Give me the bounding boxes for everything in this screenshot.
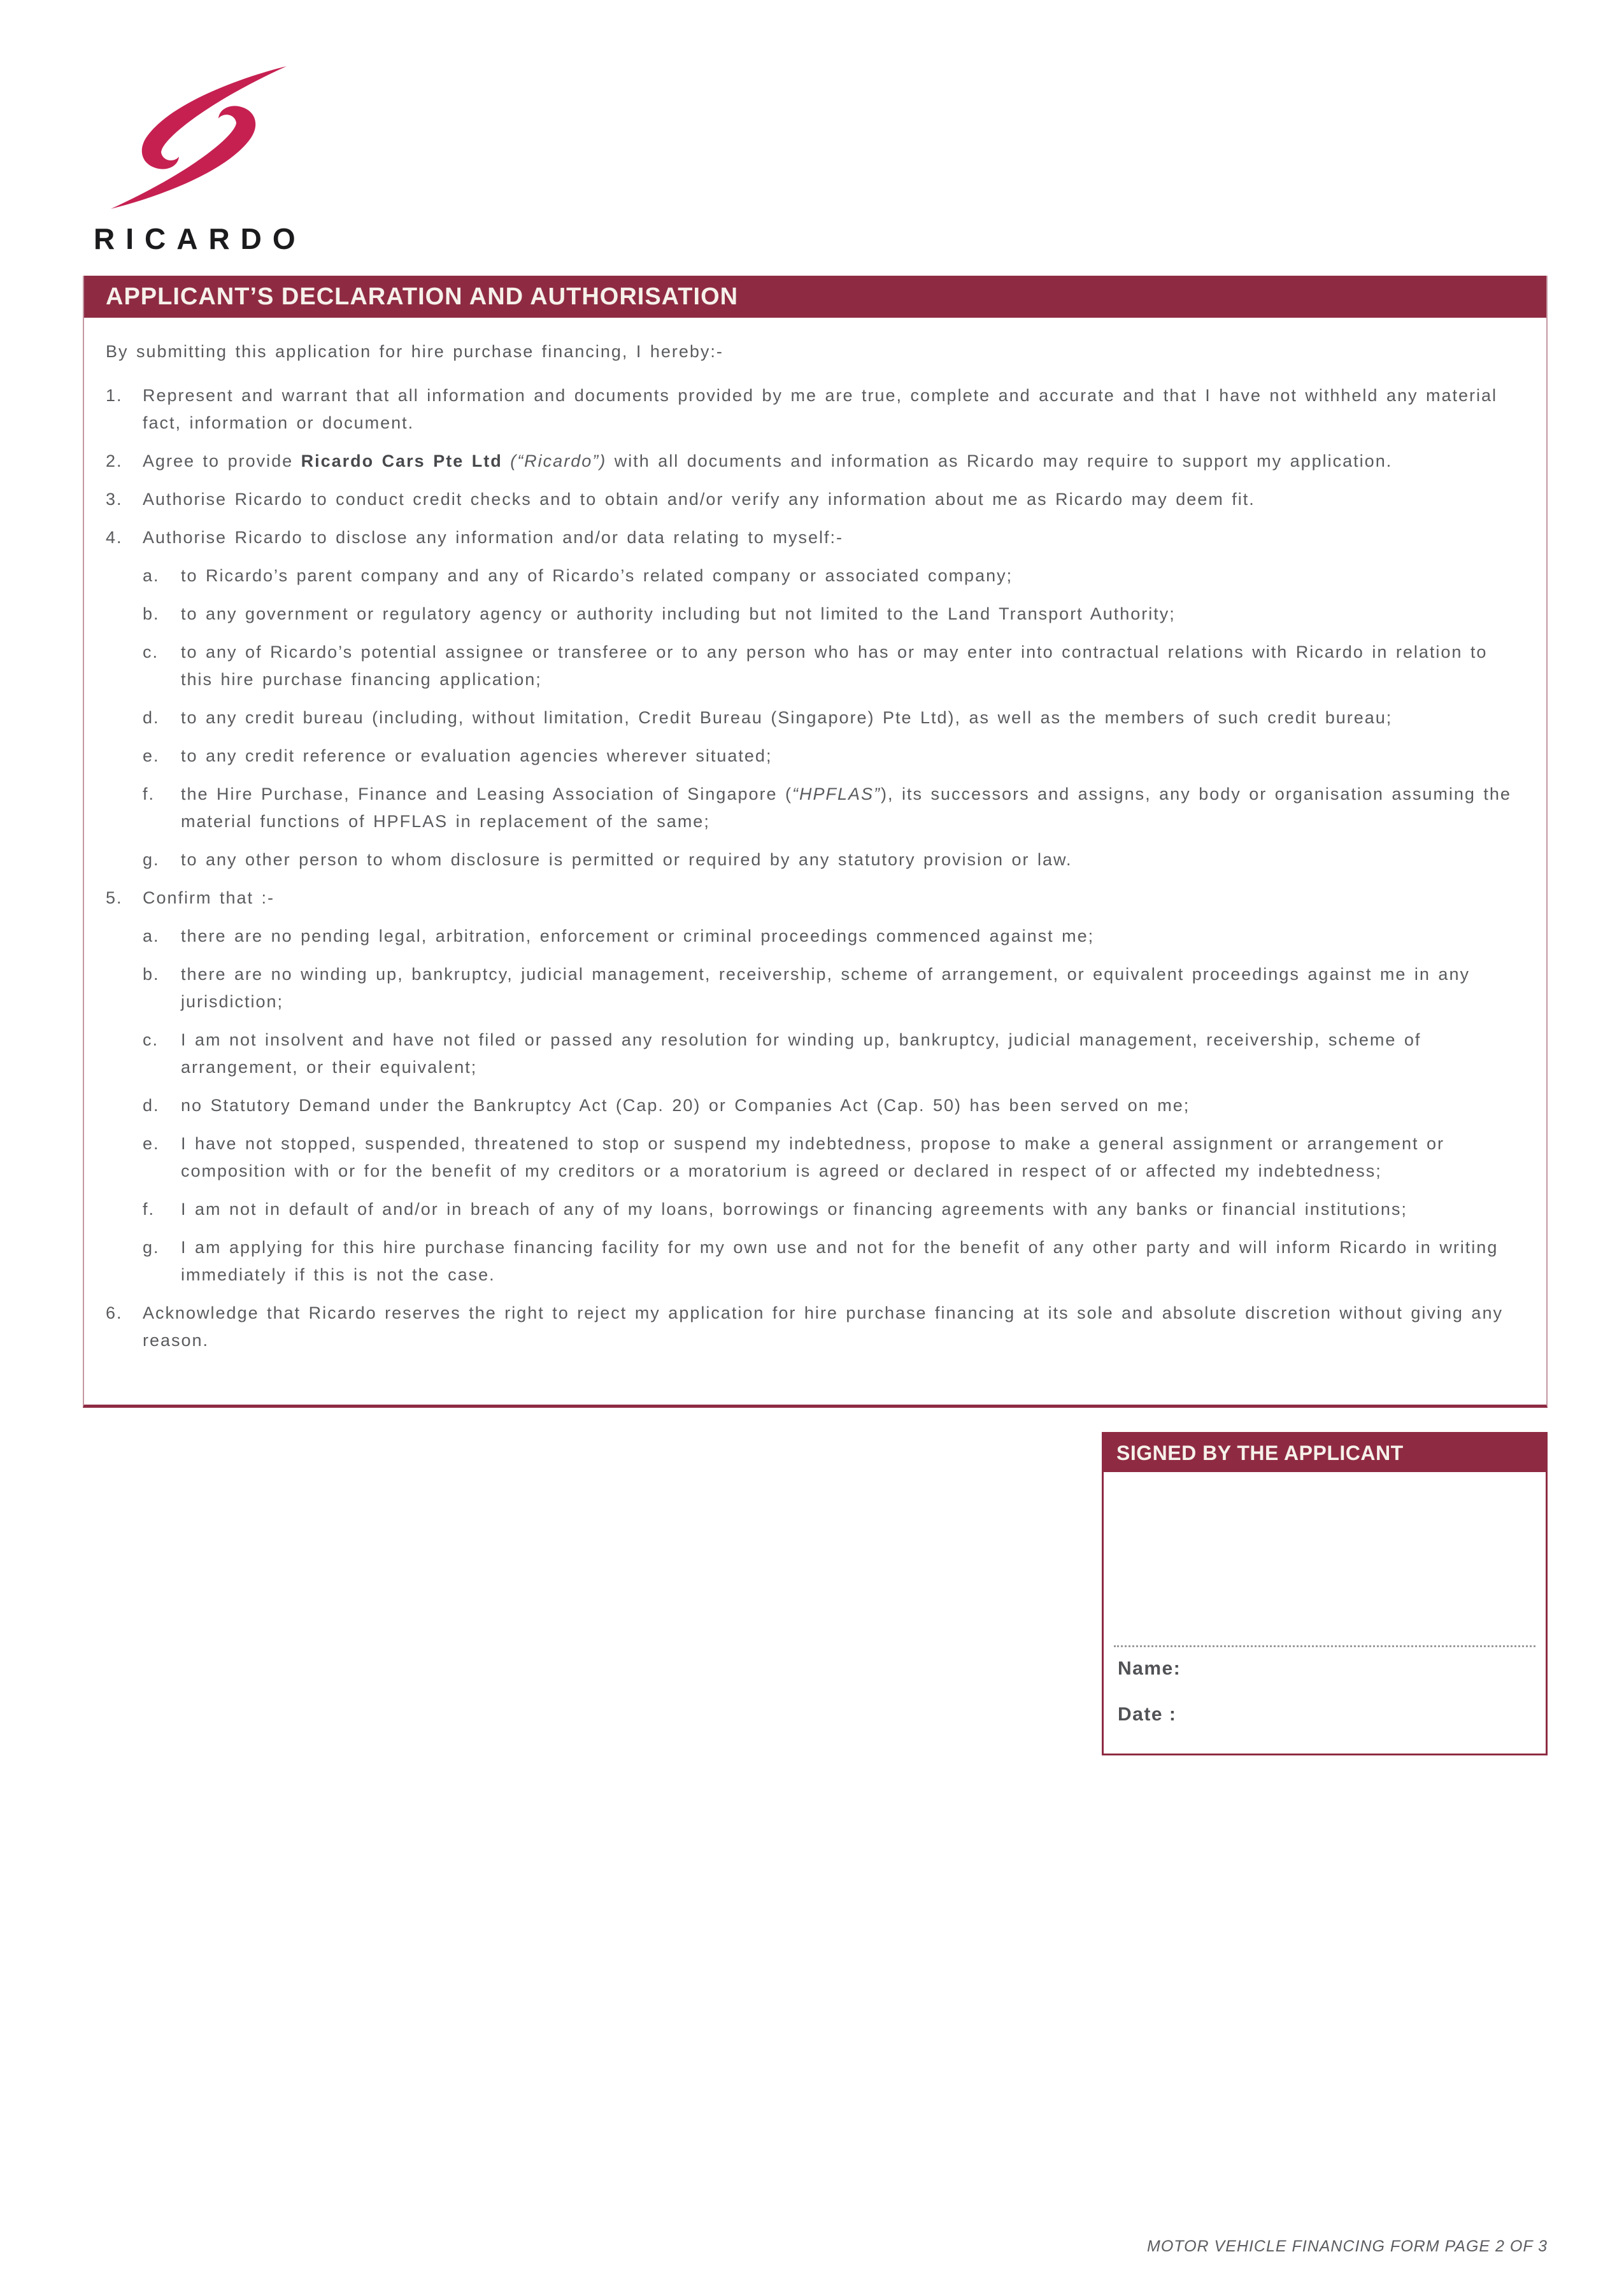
subitem-text [181, 1196, 1522, 1223]
declaration-subitem [143, 704, 1522, 732]
signature-dotted-line [1114, 1645, 1535, 1647]
subitem-text [181, 1234, 1522, 1289]
subitem-text [181, 781, 1522, 835]
text-segment: no Statutory Demand under the Bankruptcy Act (Cap. 20) or Companies Act (Cap. 50) has been served on me; [181, 1096, 1190, 1115]
signature-title: SIGNED BY THE APPLICANT [1116, 1442, 1404, 1464]
declaration-subitem [143, 600, 1522, 628]
text-segment: Ricardo Cars Pte Ltd [301, 451, 502, 471]
item-text [143, 382, 1522, 437]
text-segment: the Hire Purchase, Finance and Leasing Association of Singapore ( [181, 784, 792, 804]
declaration-content [84, 318, 1546, 1354]
item-text [143, 884, 1522, 912]
subitem-text [181, 923, 1522, 950]
subitem-letter: b. [143, 604, 160, 623]
subitem-text [181, 1130, 1522, 1185]
item-text [143, 524, 1522, 551]
item-number: 3. [106, 490, 123, 509]
text-segment: I am applying for this hire purchase financing facility for my own use and not for the benefit of any other party and will inform Ricardo in writing immediately if this is not the case. [181, 1238, 1499, 1284]
text-segment: Authorise Ricardo to disclose any information and/or data relating to myself:- [143, 528, 843, 547]
subitem-text [181, 1026, 1522, 1081]
declaration-item [106, 1300, 1522, 1354]
signature-section [1102, 1432, 1548, 1755]
declaration-subitem [143, 1196, 1522, 1223]
declaration-subitem [143, 1092, 1522, 1119]
text-segment [502, 451, 511, 471]
declaration-subitem [143, 1130, 1522, 1185]
subitem-letter: a. [143, 926, 160, 946]
text-segment: to any credit reference or evaluation agencies wherever situated; [181, 746, 773, 765]
subitem-text [181, 961, 1522, 1016]
subitem-letter: b. [143, 965, 160, 984]
text-segment: there are no pending legal, arbitration, enforcement or criminal proceedings commenced against me; [181, 926, 1095, 946]
item-text [143, 448, 1522, 475]
text-segment: to any other person to whom disclosure is permitted or required by any statutory provision or law. [181, 850, 1072, 869]
declaration-subitem [143, 1234, 1522, 1289]
subitem-letter: g. [143, 1238, 160, 1257]
text-segment: Confirm that :- [143, 888, 275, 907]
declaration-subitem [143, 961, 1522, 1016]
declaration-item [106, 448, 1522, 475]
subitem-letter: a. [143, 566, 160, 585]
text-segment: to any credit bureau (including, without limitation, Credit Bureau (Singapore) Pte Ltd), as well as the members of such credit bureau; [181, 708, 1393, 727]
page-footer: MOTOR VEHICLE FINANCING FORM PAGE 2 OF 3 [1147, 2237, 1548, 2255]
subitem-text [181, 1092, 1522, 1119]
item-number: 2. [106, 451, 123, 471]
text-segment: to any government or regulatory agency or authority including but not limited to the Land Transport Authority; [181, 604, 1176, 623]
item-text [143, 486, 1522, 513]
subitem-letter: e. [143, 1134, 160, 1153]
item-number: 5. [106, 888, 123, 907]
declaration-subitem [143, 1026, 1522, 1081]
text-segment: Authorise Ricardo to conduct credit checks and to obtain and/or verify any information about me as Ricardo may deem fit. [143, 490, 1255, 509]
text-segment: ), its successors and assigns, any body or organisation assuming the material functions of HPFLAS in replacement of the same; [181, 784, 1511, 831]
subitem-text [181, 639, 1522, 693]
subitem-text [181, 846, 1522, 874]
text-segment: with all documents and information as Ricardo may require to support my application. [606, 451, 1393, 471]
text-segment: (“Ricardo”) [510, 451, 607, 471]
text-segment: I am not in default of and/or in breach of any of my loans, borrowings or financing agreements with any banks or financial institutions; [181, 1200, 1407, 1219]
declaration-list [106, 382, 1522, 1354]
declaration-subitem [143, 639, 1522, 693]
subitem-text [181, 600, 1522, 628]
item-number: 4. [106, 528, 123, 547]
item-number: 1. [106, 386, 123, 405]
text-segment: to Ricardo’s parent company and any of Ricardo’s related company or associated company; [181, 566, 1013, 585]
declaration-subitem [143, 923, 1522, 950]
declaration-header-bar [84, 276, 1546, 318]
declaration-item [106, 382, 1522, 437]
subitem-text [181, 704, 1522, 732]
date-label: Date : [1118, 1704, 1177, 1725]
subitem-letter: d. [143, 708, 160, 727]
declaration-intro: By submitting this application for hire purchase financing, I hereby:- [106, 342, 723, 361]
subitem-text [181, 742, 1522, 770]
ricardo-swirl-icon [106, 64, 291, 211]
text-segment: to any of Ricardo’s potential assignee or transferee or to any person who has or may enter into contractual relations with Ricardo in relation to this hire purchase financing application; [181, 642, 1488, 689]
declaration-section [83, 276, 1548, 1408]
declaration-subitem [143, 781, 1522, 835]
declaration-subitem [143, 742, 1522, 770]
declaration-title: APPLICANT’S DECLARATION AND AUTHORISATION [106, 283, 739, 310]
subitem-letter: g. [143, 850, 160, 869]
subitem-letter: c. [143, 1030, 159, 1049]
text-segment: I am not insolvent and have not filed or passed any resolution for winding up, bankruptcy, judicial management, receivership, scheme of arrangement, or their equivalent; [181, 1030, 1421, 1077]
text-segment: “HPFLAS” [792, 784, 881, 804]
subitem-letter: c. [143, 642, 159, 662]
text-segment: I have not stopped, suspended, threatened to stop or suspend my indebtedness, propose to make a general assignment or arrangement or composition with or for the benefit of my creditors or a moratorium is agreed or declared in respect of or affected my indebtedness; [181, 1134, 1445, 1180]
text-segment: Acknowledge that Ricardo reserves the right to reject my application for hire purchase financing at its sole and absolute discretion without giving any reason. [143, 1303, 1503, 1350]
declaration-item [106, 486, 1522, 513]
subitem-letter: f. [143, 784, 155, 804]
subitem-letter: f. [143, 1200, 155, 1219]
item-number: 6. [106, 1303, 123, 1322]
text-segment: there are no winding up, bankruptcy, judicial management, receivership, scheme of arrangement, or equivalent proceedings against me in any jurisdiction; [181, 965, 1470, 1011]
logo [94, 64, 306, 256]
declaration-item [106, 884, 1522, 912]
item-text [143, 1300, 1522, 1354]
signature-header-bar [1104, 1434, 1546, 1472]
declaration-item [106, 524, 1522, 551]
subitem-letter: d. [143, 1096, 160, 1115]
declaration-subitem [143, 846, 1522, 874]
text-segment: Agree to provide [143, 451, 301, 471]
subitem-letter: e. [143, 746, 160, 765]
subitem-text [181, 562, 1522, 590]
declaration-subitem [143, 562, 1522, 590]
brand-wordmark: RICARDO [94, 222, 306, 255]
name-label: Name: [1118, 1658, 1181, 1679]
text-segment: Represent and warrant that all information and documents provided by me are true, complete and accurate and that I have not withheld any material fact, information or document. [143, 386, 1498, 432]
